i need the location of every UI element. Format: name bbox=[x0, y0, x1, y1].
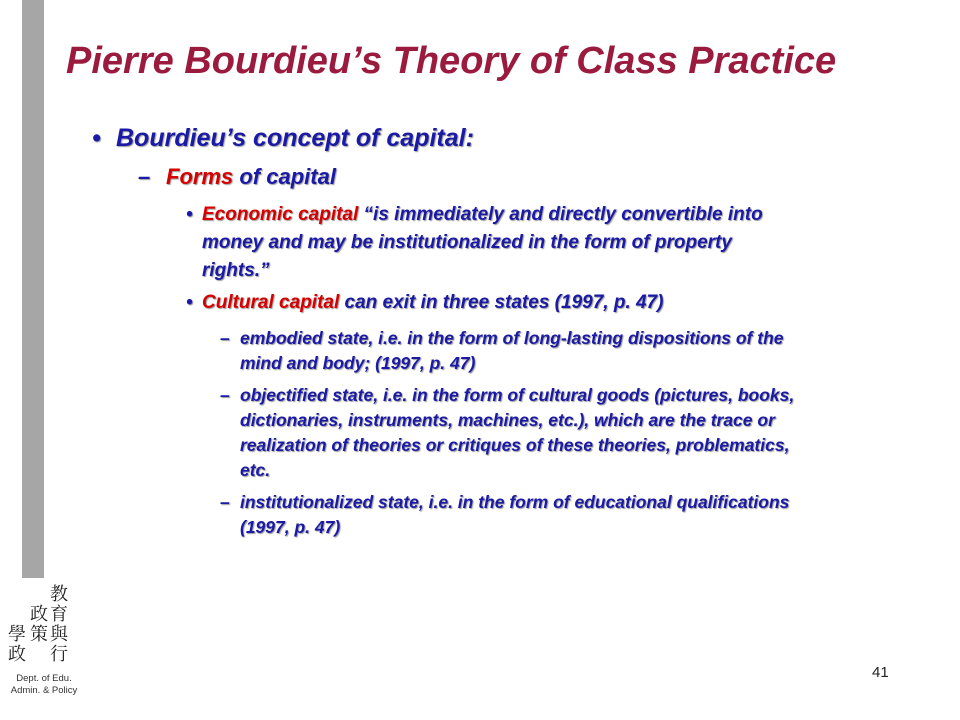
bullet-dot-icon: • bbox=[92, 124, 101, 152]
bullet-capital-concept: Bourdieu’s concept of capital: bbox=[116, 124, 474, 152]
embodied-state-line-1: embodied state, i.e. in the form of long-lasting dispositions of the bbox=[240, 328, 784, 348]
bullet-dot-icon: • bbox=[186, 204, 193, 225]
forms-emphasis: Forms bbox=[166, 164, 234, 189]
logo-column-2: 與行 bbox=[50, 624, 68, 665]
objectified-state-line-2: dictionaries, instruments, machines, etc.), which are the trace or bbox=[240, 410, 775, 430]
objectified-state-line-1: objectified state, i.e. in the form of cultural goods (pictures, books, bbox=[240, 385, 795, 405]
forms-rest: of capital bbox=[233, 164, 336, 189]
department-logo bbox=[2, 585, 82, 715]
embodied-state-line-2: mind and body; (1997, p. 47) bbox=[240, 353, 476, 373]
logo-column-1: 教育 bbox=[50, 584, 68, 625]
economic-capital-line-3: rights.” bbox=[202, 260, 270, 281]
cultural-capital-rest: can exit in three states (1997, p. 47) bbox=[339, 292, 664, 313]
economic-capital-term: Economic capital bbox=[202, 204, 359, 225]
economic-capital-line-2: money and may be institutionalized in the form of property bbox=[202, 232, 732, 253]
dash-icon: – bbox=[220, 385, 230, 405]
dash-icon: – bbox=[138, 164, 151, 189]
objectified-state-line-3: realization of theories or critiques of these theories, problematics, bbox=[240, 435, 790, 455]
page-number: 41 bbox=[872, 664, 889, 681]
cultural-capital-term: Cultural capital bbox=[202, 292, 340, 313]
logo-column-4: 學政 bbox=[8, 624, 26, 665]
dash-icon: – bbox=[220, 492, 230, 512]
logo-caption-line-2: Admin. & Policy bbox=[10, 685, 78, 696]
logo-caption bbox=[6, 673, 82, 697]
economic-capital-line-1 bbox=[202, 204, 763, 226]
institutionalized-state-line-2: (1997, p. 47) bbox=[240, 517, 341, 537]
logo-column-3: 政策 bbox=[30, 604, 48, 645]
cultural-capital-line bbox=[202, 292, 663, 314]
dash-icon: – bbox=[220, 328, 230, 348]
institutionalized-state-line-1: institutionalized state, i.e. in the form of educational qualifications bbox=[240, 492, 790, 512]
objectified-state-line-4: etc. bbox=[240, 460, 271, 480]
logo-caption-line-1: Dept. of Edu. bbox=[16, 673, 72, 684]
forms-of-capital bbox=[166, 164, 336, 190]
economic-capital-definition: “is immediately and directly convertible into bbox=[358, 204, 763, 225]
bullet-dot-icon: • bbox=[186, 292, 193, 313]
slide-title: Pierre Bourdieu’s Theory of Class Practice bbox=[66, 40, 837, 82]
